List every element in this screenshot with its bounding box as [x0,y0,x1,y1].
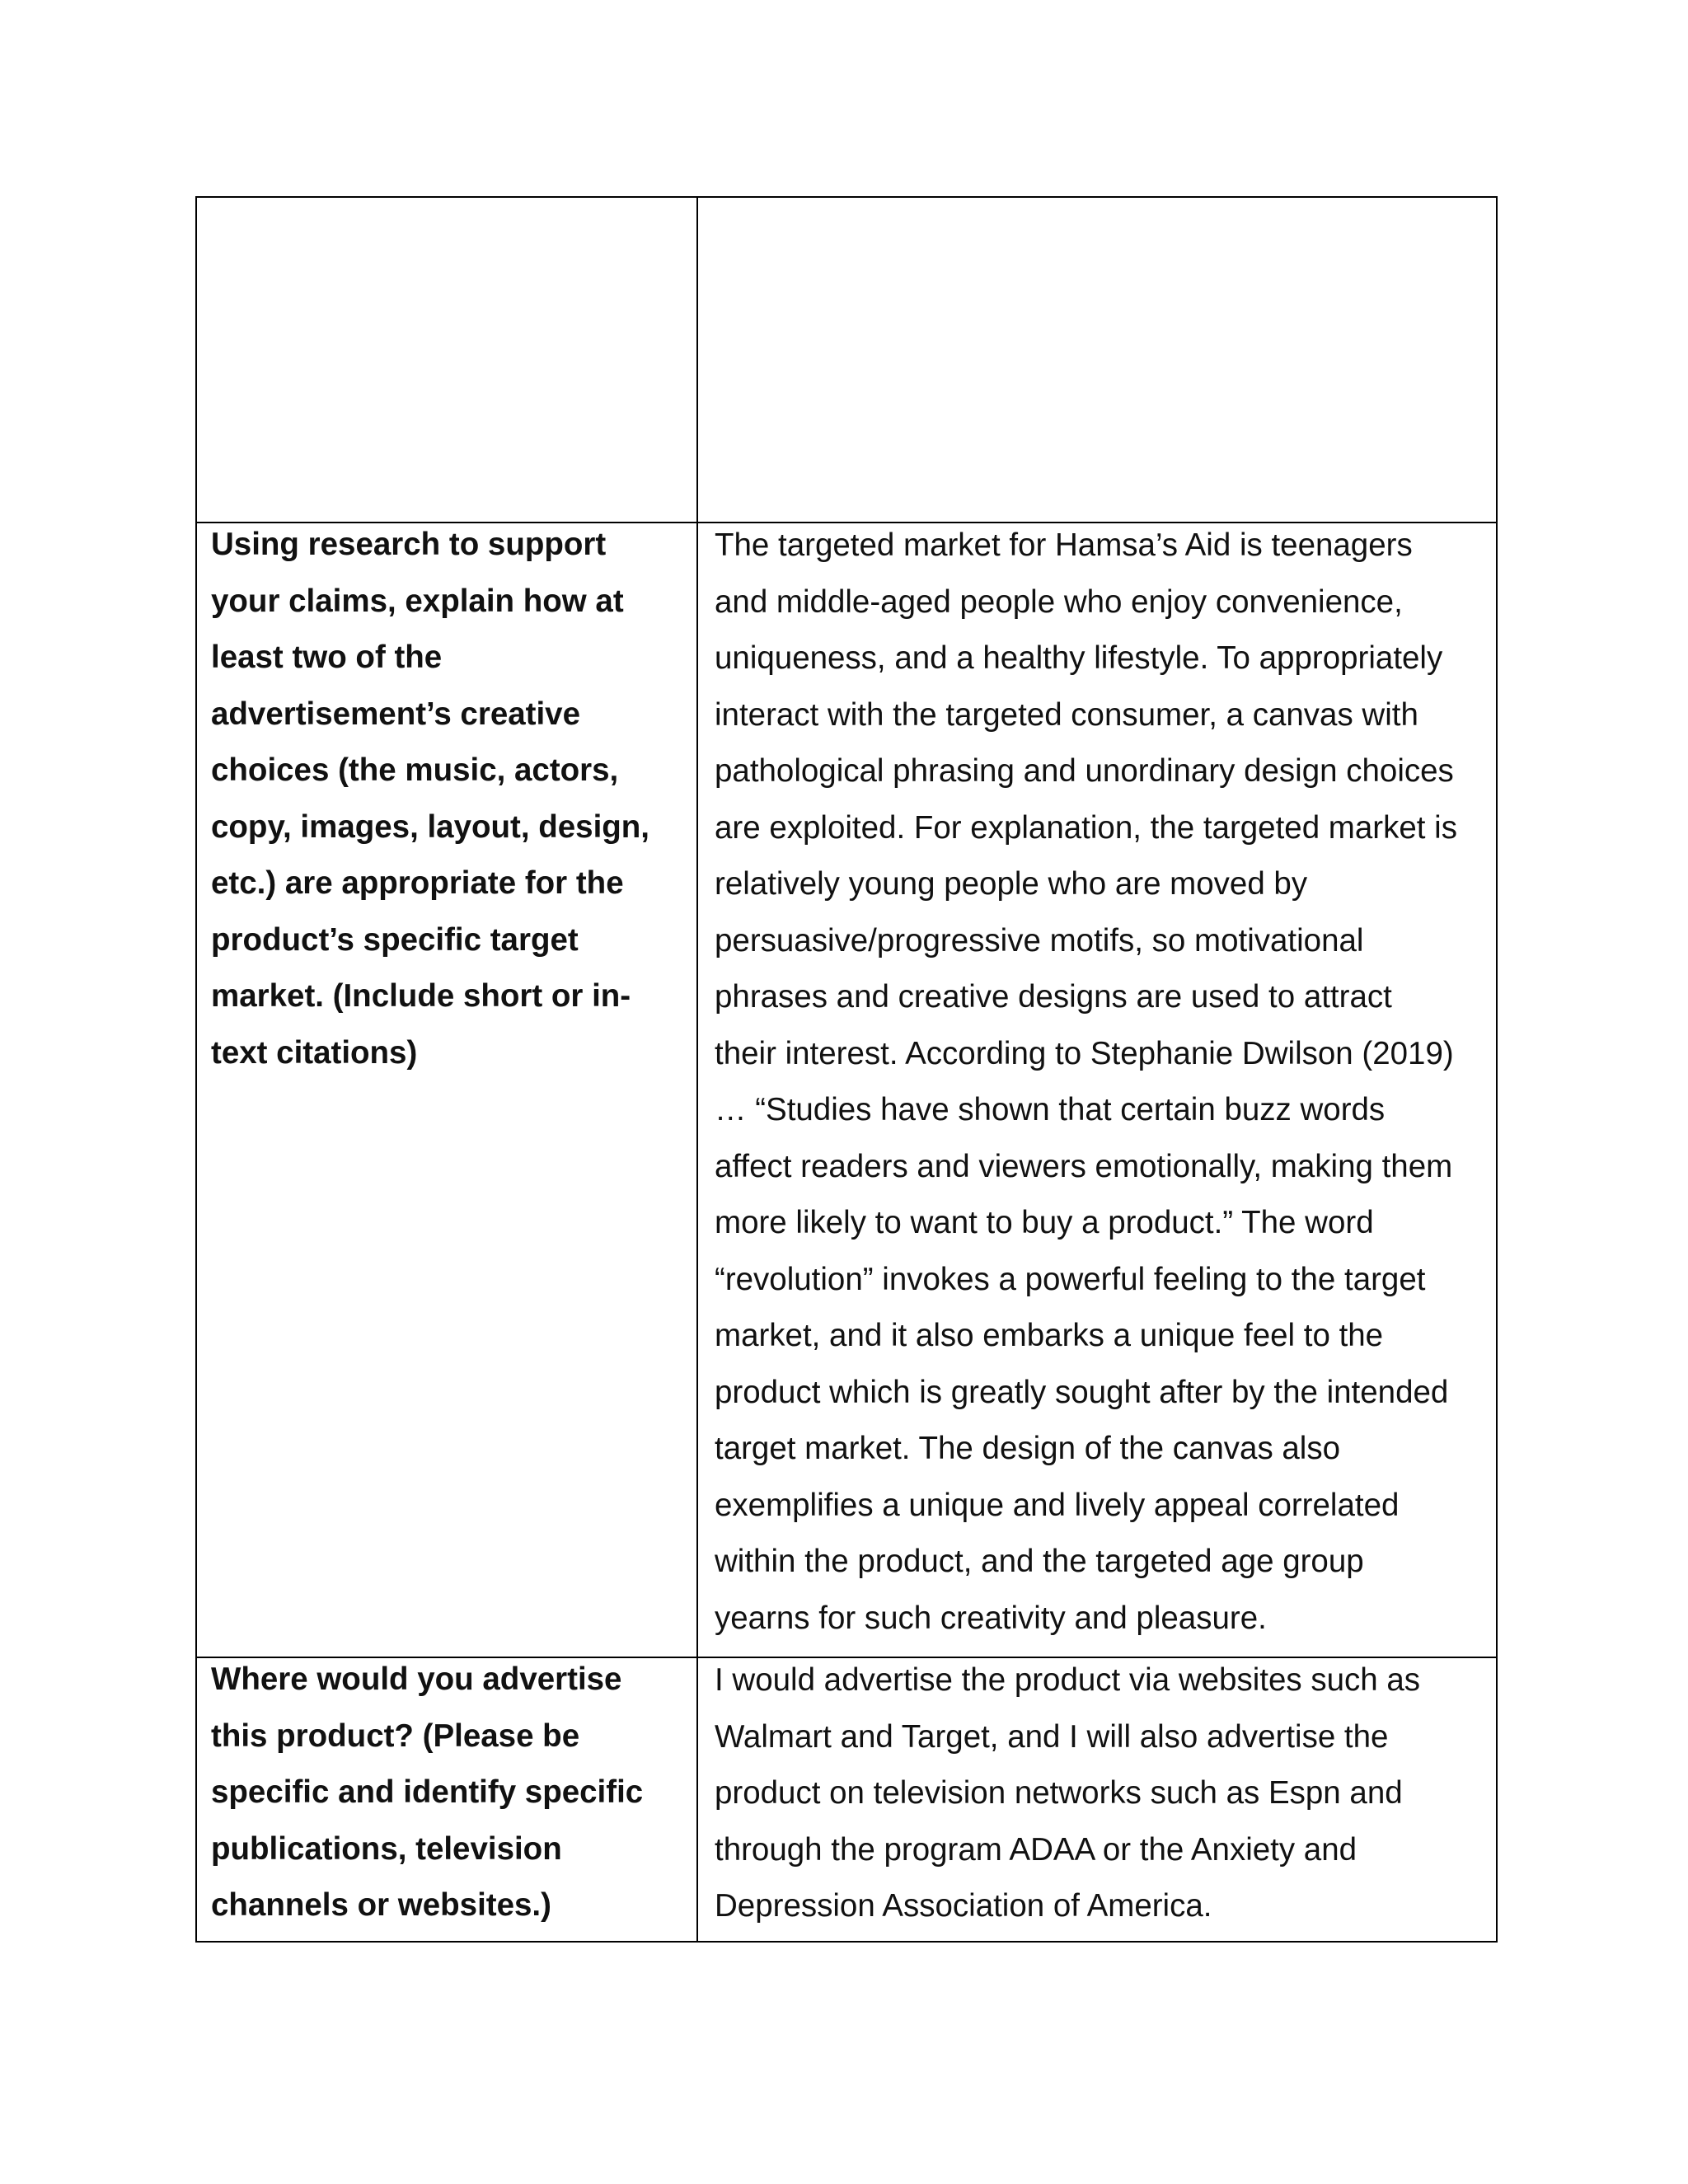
advertise-answer-text: I would advertise the product via websites such as Walmart and Target, and I will also advertise the product on television networks such as Espn and through the program ADAA or the Anxiety and Depression Association of America. [715,1662,1421,1924]
table-row-advertise [196,1657,1497,1942]
research-answer-text: The targeted market for Hamsa’s Aid is teenagers and middle-aged people who enjoy convenience, uniqueness, and a healthy lifestyle. To appropriately interact with the targeted consumer, a canvas with pathological phrasing and unordinary design choices are exploited. For explanation, the targeted market is relatively young people who are moved by persuasive/progressive motifs, so motivational phrases and creative designs are used to attract their interest. According to Stephanie Dwilson (2019) … “Studies have shown that certain buzz words affect readers and viewers emotionally, making them more likely to want to buy a product.” The word “revolution” invokes a powerful feeling to the target market, and it also embarks a unique feel to the product which is greatly sought after by the intended target market. The design of the canvas also exemplifies a unique and lively appeal correlated within the product, and the targeted age group yearns for such creativity and pleasure. [715,527,1457,1636]
research-question-cell [196,523,697,1657]
advertise-answer-cell [697,1657,1497,1942]
worksheet-table [195,196,1498,1943]
table-row-empty [196,197,1497,523]
empty-answer-cell [697,197,1497,523]
advertise-question-cell [196,1657,697,1942]
research-answer-cell [697,523,1497,1657]
research-question-text: Using research to support your claims, explain how at least two of the advertisement’s creative choices (the music, actors, copy, images, layout, design, etc.) are appropriate for the product’s specific target market. (Include short or in- text citations) [211,527,650,1071]
table-row-research [196,523,1497,1657]
advertise-question-text: Where would you advertise this product? (Please be specific and identify specific publications, television channels or websites.) [211,1661,644,1923]
empty-question-cell [196,197,697,523]
